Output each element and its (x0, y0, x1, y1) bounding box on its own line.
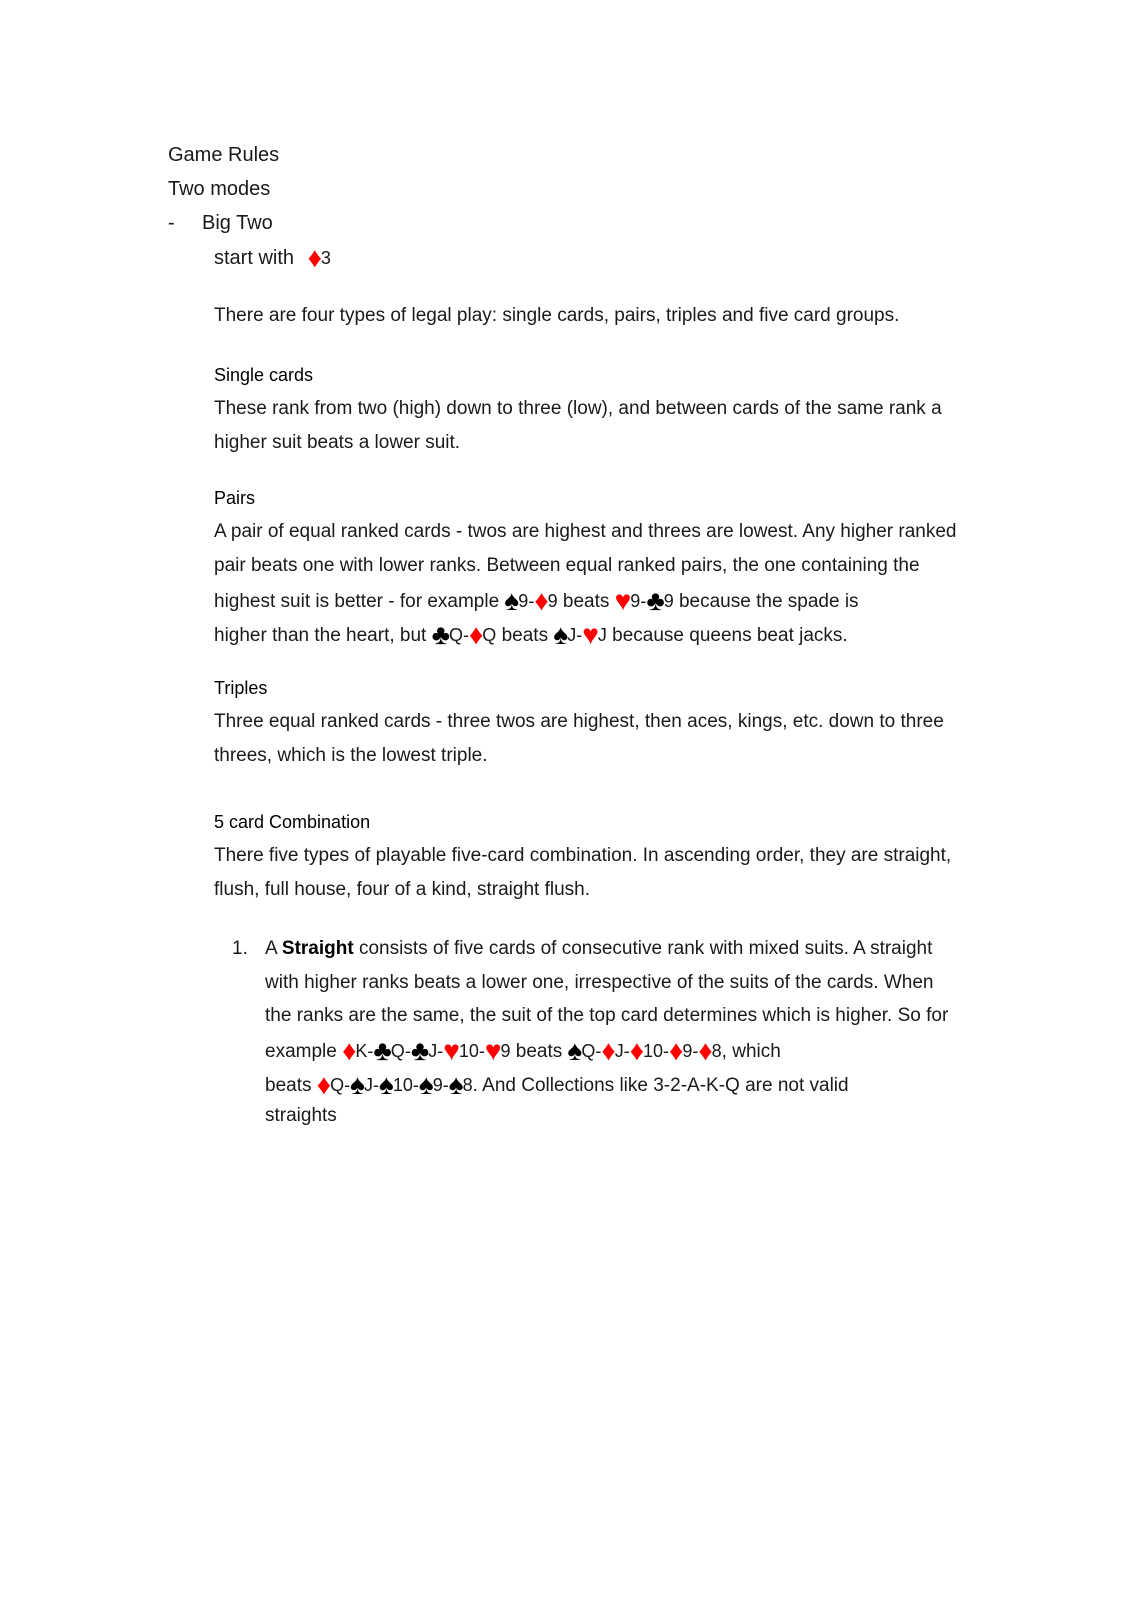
heart-icon: ♥ (484, 1035, 502, 1066)
heart-icon: ♥ (582, 619, 599, 650)
card-rank: 3 (320, 248, 331, 268)
triples-line-1: Three equal ranked cards - three twos are highest, then aces, kings, etc. down to three (214, 711, 944, 732)
card-rank: 10 (458, 1041, 479, 1061)
card-separator: - (344, 1075, 351, 1095)
card-rank: 9 (518, 591, 529, 611)
heart-icon: ♥ (614, 585, 632, 616)
start-line (214, 241, 331, 275)
list-number: 1. (232, 938, 248, 959)
card-group-straight-b (567, 1035, 722, 1066)
beats-word: beats (562, 591, 610, 612)
single-line-1: These rank from two (high) down to three (low), and between cards of the same rank a (214, 398, 942, 419)
card-rank: J (614, 1041, 624, 1061)
card-separator: - (478, 1041, 485, 1061)
card-rank: Q (330, 1075, 345, 1095)
card-separator: - (576, 625, 583, 645)
diamond-icon: ♦ (342, 1035, 357, 1066)
card-rank: 9 (682, 1041, 693, 1061)
card-separator: - (663, 1041, 670, 1061)
card-rank: 8 (462, 1075, 473, 1095)
triples-heading: Triples (214, 678, 268, 698)
mode-name: Big Two (202, 212, 273, 234)
card-separator: - (372, 1075, 379, 1095)
start-card (307, 242, 331, 273)
card-group-pair-c (431, 619, 497, 650)
card-rank: J (363, 1075, 373, 1095)
straight-line-4 (265, 1034, 781, 1069)
diamond-icon: ♦ (698, 1035, 713, 1066)
card-separator: - (595, 1041, 602, 1061)
card-group-pair-a (504, 585, 558, 616)
card-separator: - (367, 1041, 374, 1061)
card-group-straight-c (316, 1069, 473, 1100)
spade-icon: ♠ (448, 1069, 464, 1100)
intro-text: There are four types of legal play: single cards, pairs, triples and five card groups. (214, 305, 900, 326)
beats-word: beats (501, 625, 549, 646)
diamond-icon: ♦ (669, 1035, 684, 1066)
card-group-straight-a (342, 1035, 511, 1066)
start-text: start with (214, 247, 295, 269)
club-icon: ♣ (431, 619, 450, 650)
straight-line-2: with higher ranks beats a lower one, irrespective of the suits of the cards. When (265, 972, 934, 993)
card-separator: - (404, 1041, 411, 1061)
heart-icon: ♥ (443, 1035, 460, 1066)
card-rank: Q (482, 625, 497, 645)
straight-line-5-text: . And Collections like 3-2-A-K-Q are not valid (472, 1075, 849, 1096)
card-rank: 9 (663, 591, 674, 611)
combo-line-1: There five types of playable five-card combination. In ascending order, they are straight, (214, 845, 952, 866)
card-separator: - (442, 1075, 449, 1095)
spade-icon: ♠ (378, 1069, 394, 1100)
spade-icon: ♠ (567, 1035, 583, 1066)
card-separator: - (623, 1041, 630, 1061)
spade-icon: ♠ (418, 1069, 434, 1100)
beats-word: beats (515, 1041, 563, 1062)
straight-line-1-text: consists of five cards of consecutive rank with mixed suits. A straight (358, 938, 933, 959)
straight-line-3: the ranks are the same, the suit of the top card determines which is higher. So for (265, 1005, 949, 1026)
card-separator: - (692, 1041, 699, 1061)
card-rank: Q (390, 1041, 405, 1061)
page-title: Game Rules (168, 144, 280, 166)
card-rank: J (428, 1041, 438, 1061)
spade-icon: ♠ (553, 619, 569, 650)
diamond-icon: ♦ (629, 1035, 645, 1066)
card-rank: J (567, 625, 577, 645)
pairs-line-3-text: highest suit is better - for example (214, 591, 500, 612)
pairs-heading: Pairs (214, 488, 256, 508)
diamond-icon: ♦ (601, 1035, 616, 1066)
card-separator: - (463, 625, 469, 645)
club-icon: ♣ (410, 1035, 430, 1066)
single-line-2: higher suit beats a lower suit. (214, 432, 461, 453)
bullet-dash: - (168, 212, 175, 234)
card-rank: K (355, 1041, 368, 1061)
diamond-icon: ♦ (316, 1069, 332, 1100)
card-rank: 8 (711, 1041, 722, 1061)
club-icon: ♣ (373, 1035, 392, 1066)
pairs-line-4 (214, 618, 848, 653)
diamond-icon: ♦ (307, 242, 322, 273)
combo-line-2: flush, full house, four of a kind, straight flush. (214, 879, 590, 900)
card-rank: 9 (630, 591, 641, 611)
pairs-line-2: pair beats one with lower ranks. Between equal ranked pairs, the one containing the (214, 555, 920, 576)
card-rank: 9 (500, 1041, 511, 1061)
card-rank: J (597, 625, 607, 645)
combo-heading: 5 card Combination (214, 812, 371, 832)
card-rank: 10 (643, 1041, 664, 1061)
straight-line-1 (265, 932, 932, 966)
pairs-line-3-end: because the spade is (678, 591, 859, 612)
pairs-line-4-end: because queens beat jacks. (612, 625, 848, 646)
spade-icon: ♠ (350, 1069, 365, 1100)
beats-word: beats (265, 1075, 312, 1096)
straight-line-6: straights (265, 1105, 337, 1126)
card-rank: 9 (432, 1075, 443, 1095)
pairs-line-1: A pair of equal ranked cards - twos are highest and threes are lowest. Any higher ranked (214, 521, 957, 542)
card-group-pair-b (614, 585, 674, 616)
modes-heading: Two modes (168, 178, 271, 200)
example-word: example (265, 1041, 337, 1062)
diamond-icon: ♦ (469, 619, 484, 650)
pairs-line-4-text: higher than the heart, but (214, 625, 427, 646)
card-separator: - (528, 591, 535, 611)
triples-line-2: threes, which is the lowest triple. (214, 745, 488, 766)
article: A (265, 938, 277, 959)
card-separator: - (437, 1041, 444, 1061)
single-heading: Single cards (214, 365, 314, 385)
card-rank: Q (448, 625, 463, 645)
diamond-icon: ♦ (534, 585, 549, 616)
card-rank: 9 (547, 591, 558, 611)
card-separator: - (412, 1075, 419, 1095)
straight-line-5 (265, 1068, 849, 1103)
card-group-pair-d (553, 619, 607, 650)
club-icon: ♣ (646, 585, 665, 616)
straight-term: Straight (281, 938, 354, 959)
card-rank: 10 (392, 1075, 413, 1095)
card-rank: Q (581, 1041, 596, 1061)
pairs-line-3 (214, 584, 859, 619)
card-separator: - (640, 591, 647, 611)
which-text: , which (721, 1041, 781, 1062)
spade-icon: ♠ (504, 585, 520, 616)
